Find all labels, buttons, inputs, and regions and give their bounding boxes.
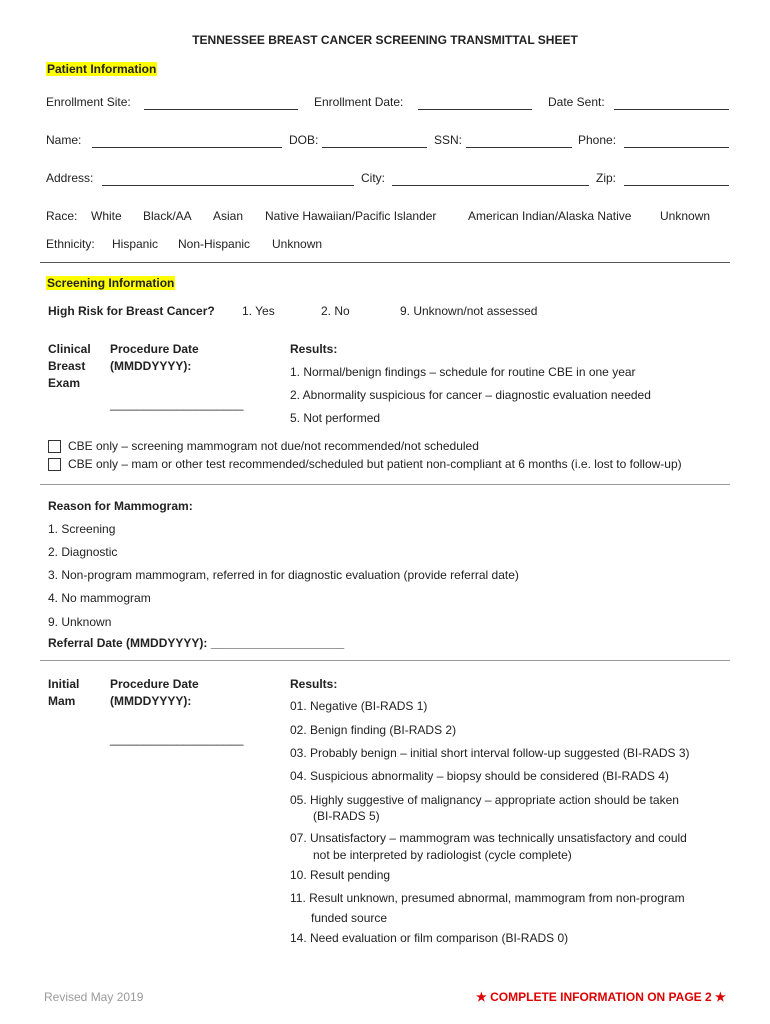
cbe-result-2[interactable]: 2. Abnormality suspicious for cancer – diagnostic evaluation needed — [290, 388, 651, 402]
mam-proc-date-field[interactable]: ____________________ — [110, 732, 244, 746]
mam-result-14[interactable]: 14. Need evaluation or film comparison (BI-RADS 0) — [290, 931, 569, 945]
patient-info-heading: Patient Information — [47, 62, 157, 76]
high-risk-unknown[interactable]: 9. Unknown/not assessed — [400, 304, 538, 318]
mam-result-05-cont: (BI-RADS 5) — [313, 809, 380, 823]
ssn-field[interactable] — [466, 147, 572, 148]
race-option-nhpi[interactable]: Native Hawaiian/Pacific Islander — [265, 209, 437, 223]
reason-heading: Reason for Mammogram: — [48, 499, 193, 513]
mam-result-05[interactable]: 05. Highly suggestive of malignancy – appropriate action should be taken — [290, 793, 679, 807]
mam-label-2: Mam — [48, 694, 76, 708]
race-option-black[interactable]: Black/AA — [143, 209, 192, 223]
date-sent-label: Date Sent: — [548, 95, 605, 109]
star-icon: ★ — [715, 990, 726, 1004]
mam-proc-date-label-1: Procedure Date — [110, 677, 199, 691]
cbe-label-1: Clinical — [48, 342, 91, 356]
high-risk-label: High Risk for Breast Cancer? — [48, 304, 215, 318]
mam-proc-date-label-2: (MMDDYYYY): — [110, 694, 192, 708]
ssn-label: SSN: — [434, 133, 463, 147]
mam-result-07[interactable]: 07. Unsatisfactory – mammogram was technically unsatisfactory and could — [290, 831, 687, 845]
phone-label: Phone: — [578, 133, 617, 147]
ethnicity-option-hispanic[interactable]: Hispanic — [112, 237, 159, 251]
mam-label-1: Initial — [48, 677, 80, 691]
cbe-only-not-due-checkbox[interactable] — [48, 440, 61, 453]
dob-label: DOB: — [289, 133, 319, 147]
cbe-only-not-due-label: CBE only – screening mammogram not due/not recommended/not scheduled — [68, 439, 479, 453]
high-risk-no[interactable]: 2. No — [321, 304, 350, 318]
mam-result-04[interactable]: 04. Suspicious abnormality – biopsy should be considered (BI-RADS 4) — [290, 769, 669, 783]
name-label: Name: — [46, 133, 82, 147]
screening-heading: Screening Information — [47, 276, 175, 290]
race-option-aian[interactable]: American Indian/Alaska Native — [468, 209, 632, 223]
reason-no-mammogram[interactable]: 4. No mammogram — [48, 591, 151, 605]
cbe-proc-date-field[interactable]: ____________________ — [110, 397, 244, 411]
complete-info-note — [476, 990, 726, 1004]
cbe-proc-date-label-2: (MMDDYYYY): — [110, 359, 192, 373]
name-field[interactable] — [92, 147, 282, 148]
enrollment-site-field[interactable] — [144, 109, 298, 110]
address-label: Address: — [46, 171, 94, 185]
mam-result-11-cont: funded source — [311, 911, 388, 925]
screening-heading-wrap — [46, 276, 175, 290]
reason-diagnostic[interactable]: 2. Diagnostic — [48, 545, 118, 559]
race-option-white[interactable]: White — [91, 209, 122, 223]
dob-field[interactable] — [322, 147, 427, 148]
cbe-label-3: Exam — [48, 376, 81, 390]
enrollment-site-label: Enrollment Site: — [46, 95, 131, 109]
ethnicity-label: Ethnicity: — [46, 237, 95, 251]
ethnicity-option-unknown[interactable]: Unknown — [272, 237, 323, 251]
reason-unknown[interactable]: 9. Unknown — [48, 615, 112, 629]
mam-result-02[interactable]: 02. Benign finding (BI-RADS 2) — [290, 723, 457, 737]
phone-field[interactable] — [624, 147, 729, 148]
enrollment-date-field[interactable] — [418, 109, 532, 110]
cbe-result-1[interactable]: 1. Normal/benign findings – schedule for routine CBE in one year — [290, 365, 636, 379]
race-option-unknown[interactable]: Unknown — [660, 209, 711, 223]
cbe-only-noncompliant-checkbox[interactable] — [48, 458, 61, 471]
mam-result-01[interactable]: 01. Negative (BI-RADS 1) — [290, 699, 428, 713]
patient-info-heading-wrap — [46, 62, 157, 76]
cbe-result-5[interactable]: 5. Not performed — [290, 411, 381, 425]
city-label: City: — [361, 171, 385, 185]
cbe-results-label: Results: — [290, 342, 338, 356]
race-option-asian[interactable]: Asian — [213, 209, 244, 223]
mam-result-11[interactable]: 11. Result unknown, presumed abnormal, mammogram from non-program — [290, 891, 685, 905]
mam-result-10[interactable]: 10. Result pending — [290, 868, 391, 882]
referral-date[interactable]: Referral Date (MMDDYYYY): ____________________ — [48, 636, 345, 650]
date-sent-field[interactable] — [614, 109, 729, 110]
cbe-proc-date-label-1: Procedure Date — [110, 342, 199, 356]
address-field[interactable] — [102, 185, 354, 186]
star-icon: ★ — [476, 990, 487, 1004]
form-title: TENNESSEE BREAST CANCER SCREENING TRANSMITTAL SHEET — [192, 33, 578, 47]
ethnicity-option-non-hispanic[interactable]: Non-Hispanic — [178, 237, 251, 251]
mam-results-label: Results: — [290, 677, 338, 691]
race-label: Race: — [46, 209, 78, 223]
zip-label: Zip: — [596, 171, 617, 185]
cbe-label-2: Breast — [48, 359, 86, 373]
high-risk-yes[interactable]: 1. Yes — [242, 304, 275, 318]
enrollment-date-label: Enrollment Date: — [314, 95, 404, 109]
reason-screening[interactable]: 1. Screening — [48, 522, 116, 536]
divider-reason — [40, 660, 730, 661]
divider-cbe — [40, 484, 730, 485]
reason-non-program[interactable]: 3. Non-program mammogram, referred in for diagnostic evaluation (provide referral date) — [48, 568, 519, 582]
cbe-only-noncompliant-label: CBE only – mam or other test recommended/scheduled but patient non-compliant at 6 months (i.e. lost to follow-up) — [68, 457, 682, 471]
divider-patient — [40, 262, 730, 263]
city-field[interactable] — [392, 185, 589, 186]
mam-result-03[interactable]: 03. Probably benign – initial short interval follow-up suggested (BI-RADS 3) — [290, 746, 690, 760]
complete-info-text: COMPLETE INFORMATION ON PAGE 2 — [490, 990, 712, 1004]
mam-result-07-cont: not be interpreted by radiologist (cycle complete) — [313, 848, 572, 862]
revised-note: Revised May 2019 — [44, 990, 144, 1004]
zip-field[interactable] — [624, 185, 729, 186]
